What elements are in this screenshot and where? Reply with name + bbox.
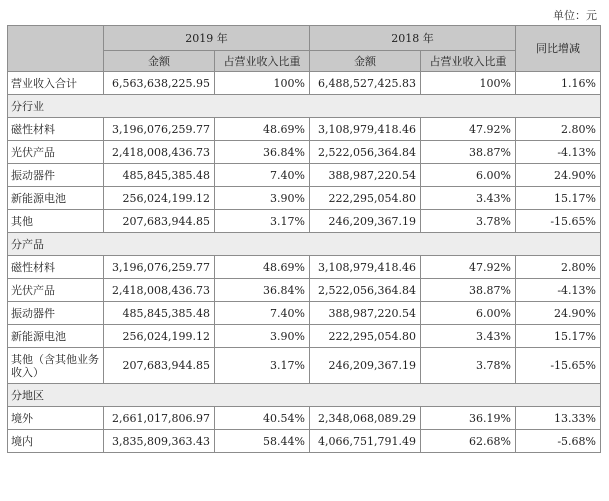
yoy-cell: -15.65% <box>516 210 601 233</box>
section-title: 分地区 <box>8 384 601 407</box>
amount-2018-cell: 222,295,054.80 <box>310 325 421 348</box>
table-row <box>8 407 601 430</box>
amount-2018-cell: 3,108,979,418.46 <box>310 256 421 279</box>
row-label: 振动器件 <box>8 302 104 325</box>
row-label: 新能源电池 <box>8 187 104 210</box>
ratio-2019-cell: 7.40% <box>215 302 310 325</box>
yoy-cell: -5.68% <box>516 430 601 453</box>
amount-2018-cell: 246,209,367.19 <box>310 348 421 384</box>
amount-2018-cell: 222,295,054.80 <box>310 187 421 210</box>
table-row <box>8 118 601 141</box>
yoy-cell: 2.80% <box>516 256 601 279</box>
amount-2018-cell: 3,108,979,418.46 <box>310 118 421 141</box>
row-label: 光伏产品 <box>8 141 104 164</box>
ratio-2018-cell: 6.00% <box>421 164 516 187</box>
section-title: 分产品 <box>8 233 601 256</box>
amount-2018-cell: 6,488,527,425.83 <box>310 72 421 95</box>
amount-2018-cell: 4,066,751,791.49 <box>310 430 421 453</box>
ratio-2019-cell: 3.90% <box>215 325 310 348</box>
header-year-2019: 2019 年 <box>104 26 310 51</box>
yoy-cell: 24.90% <box>516 164 601 187</box>
ratio-2019-cell: 36.84% <box>215 141 310 164</box>
section-title: 分行业 <box>8 95 601 118</box>
amount-2019-cell: 256,024,199.12 <box>104 187 215 210</box>
ratio-2019-cell: 3.17% <box>215 210 310 233</box>
row-label: 光伏产品 <box>8 279 104 302</box>
amount-2019-cell: 207,683,944.85 <box>104 348 215 384</box>
ratio-2018-cell: 47.92% <box>421 118 516 141</box>
ratio-2018-cell: 6.00% <box>421 302 516 325</box>
amount-2018-cell: 246,209,367.19 <box>310 210 421 233</box>
amount-2019-cell: 207,683,944.85 <box>104 210 215 233</box>
row-label: 磁性材料 <box>8 118 104 141</box>
yoy-cell: -4.13% <box>516 279 601 302</box>
ratio-2019-cell: 48.69% <box>215 118 310 141</box>
header-ratio-2018: 占营业收入比重 <box>421 51 516 72</box>
yoy-cell: -15.65% <box>516 348 601 384</box>
table-row <box>8 430 601 453</box>
row-label: 其他（含其他业务收入） <box>8 348 104 384</box>
ratio-2019-cell: 100% <box>215 72 310 95</box>
ratio-2018-cell: 3.78% <box>421 348 516 384</box>
yoy-cell: 1.16% <box>516 72 601 95</box>
ratio-2019-cell: 48.69% <box>215 256 310 279</box>
ratio-2018-cell: 3.43% <box>421 325 516 348</box>
yoy-cell: 15.17% <box>516 325 601 348</box>
yoy-cell: 13.33% <box>516 407 601 430</box>
amount-2019-cell: 3,196,076,259.77 <box>104 118 215 141</box>
amount-2019-cell: 6,563,638,225.95 <box>104 72 215 95</box>
header-row-years <box>8 26 601 51</box>
revenue-table <box>7 25 601 453</box>
table-row <box>8 141 601 164</box>
amount-2018-cell: 388,987,220.54 <box>310 164 421 187</box>
amount-2019-cell: 256,024,199.12 <box>104 325 215 348</box>
yoy-cell: 24.90% <box>516 302 601 325</box>
table-body <box>8 26 601 453</box>
ratio-2018-cell: 38.87% <box>421 141 516 164</box>
ratio-2018-cell: 47.92% <box>421 256 516 279</box>
ratio-2018-cell: 38.87% <box>421 279 516 302</box>
table-row <box>8 256 601 279</box>
ratio-2019-cell: 7.40% <box>215 164 310 187</box>
header-yoy: 同比增减 <box>516 26 601 72</box>
row-label: 振动器件 <box>8 164 104 187</box>
section-header-row <box>8 384 601 407</box>
header-amount-2019: 金额 <box>104 51 215 72</box>
amount-2019-cell: 2,418,008,436.73 <box>104 279 215 302</box>
amount-2019-cell: 3,196,076,259.77 <box>104 256 215 279</box>
header-ratio-2019: 占营业收入比重 <box>215 51 310 72</box>
header-amount-2018: 金额 <box>310 51 421 72</box>
amount-2018-cell: 2,522,056,364.84 <box>310 279 421 302</box>
ratio-2019-cell: 3.17% <box>215 348 310 384</box>
ratio-2018-cell: 36.19% <box>421 407 516 430</box>
row-label: 境内 <box>8 430 104 453</box>
header-blank-cell <box>8 26 104 72</box>
ratio-2019-cell: 40.54% <box>215 407 310 430</box>
table-row <box>8 348 601 384</box>
amount-2019-cell: 3,835,809,363.43 <box>104 430 215 453</box>
table-row <box>8 210 601 233</box>
amount-2019-cell: 485,845,385.48 <box>104 302 215 325</box>
section-header-row <box>8 95 601 118</box>
ratio-2018-cell: 3.43% <box>421 187 516 210</box>
row-label: 境外 <box>8 407 104 430</box>
section-header-row <box>8 233 601 256</box>
row-label: 新能源电池 <box>8 325 104 348</box>
amount-2018-cell: 2,522,056,364.84 <box>310 141 421 164</box>
ratio-2018-cell: 3.78% <box>421 210 516 233</box>
amount-2019-cell: 2,418,008,436.73 <box>104 141 215 164</box>
row-label: 营业收入合计 <box>8 72 104 95</box>
ratio-2018-cell: 62.68% <box>421 430 516 453</box>
amount-2019-cell: 2,661,017,806.97 <box>104 407 215 430</box>
row-label: 磁性材料 <box>8 256 104 279</box>
ratio-2018-cell: 100% <box>421 72 516 95</box>
header-year-2018: 2018 年 <box>310 26 516 51</box>
yoy-cell: -4.13% <box>516 141 601 164</box>
yoy-cell: 2.80% <box>516 118 601 141</box>
ratio-2019-cell: 58.44% <box>215 430 310 453</box>
yoy-cell: 15.17% <box>516 187 601 210</box>
table-row <box>8 325 601 348</box>
ratio-2019-cell: 3.90% <box>215 187 310 210</box>
row-label: 其他 <box>8 210 104 233</box>
amount-2018-cell: 388,987,220.54 <box>310 302 421 325</box>
ratio-2019-cell: 36.84% <box>215 279 310 302</box>
amount-2018-cell: 2,348,068,089.29 <box>310 407 421 430</box>
table-row <box>8 279 601 302</box>
table-row <box>8 187 601 210</box>
table-row <box>8 164 601 187</box>
total-row <box>8 72 601 95</box>
unit-label: 单位：元 <box>553 9 597 22</box>
table-row <box>8 302 601 325</box>
amount-2019-cell: 485,845,385.48 <box>104 164 215 187</box>
